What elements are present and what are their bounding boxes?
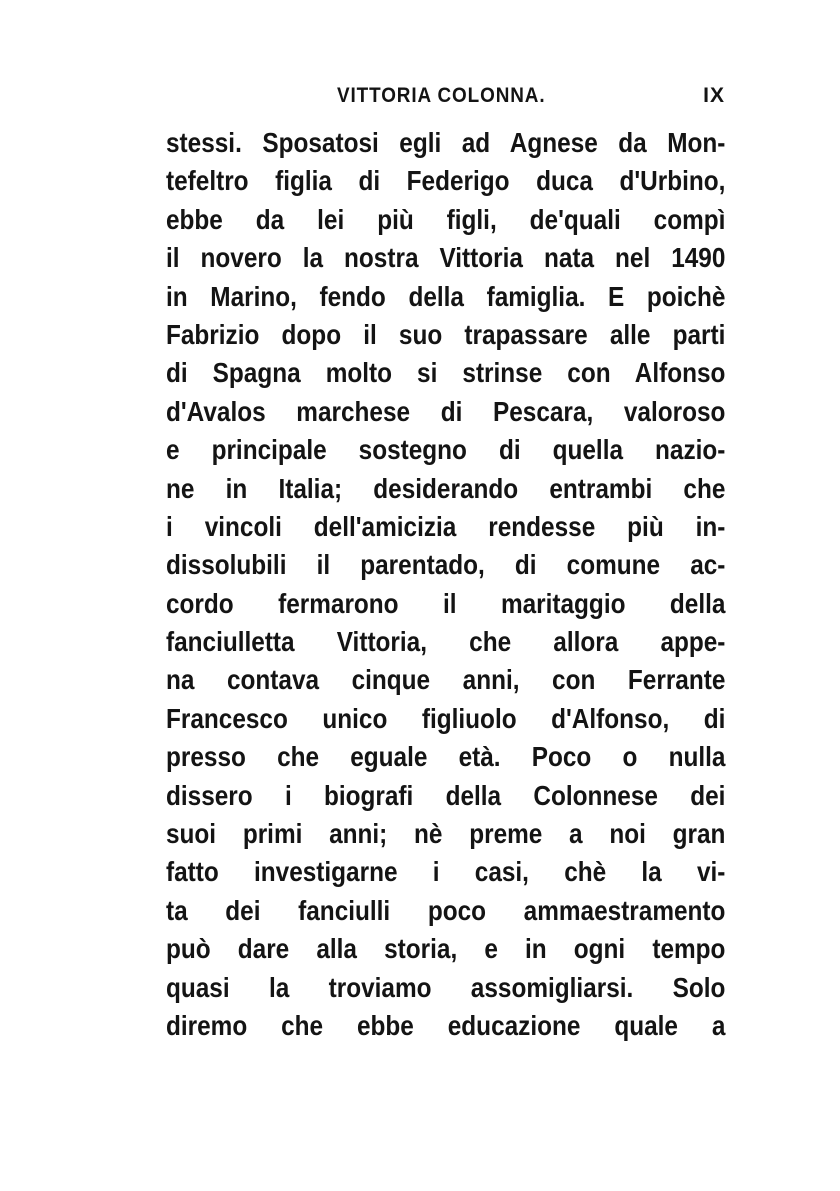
text-line: quasi la troviamo assomigliarsi. Solo [166, 971, 726, 1003]
text-line: d'Avalos marchese di Pescara, valoroso [166, 395, 726, 427]
text-line: Francesco unico figliuolo d'Alfonso, di [166, 702, 726, 734]
text-line: i vincoli dell'amicizia rendesse più in- [166, 510, 726, 542]
text-line: fatto investigarne i casi, chè la vi- [166, 856, 726, 888]
text-line: fanciulletta Vittoria, che allora appe- [166, 626, 726, 658]
text-line: ne in Italia; desiderando entrambi che [166, 472, 726, 504]
text-line: il novero la nostra Vittoria nata nel 1490 [166, 242, 726, 274]
body-text [166, 124, 726, 1045]
page-number: IX [703, 84, 725, 107]
text-line: ta dei fanciulli poco ammaestramento [166, 894, 726, 926]
text-line: ebbe da lei più figli, de'quali compì [166, 203, 726, 235]
text-line: na contava cinque anni, con Ferrante [166, 664, 726, 696]
running-head [165, 84, 725, 114]
text-line: tefeltro figlia di Federigo duca d'Urbino, [166, 165, 726, 197]
text-line: in Marino, fendo della famiglia. E poichè [166, 280, 726, 312]
text-line: presso che eguale età. Poco o nulla [166, 741, 726, 773]
running-title: VITTORIA COLONNA. [337, 84, 546, 107]
text-line: può dare alla storia, e in ogni tempo [166, 933, 726, 965]
text-line: stessi. Sposatosi egli ad Agnese da Mon- [166, 127, 726, 158]
text-line: e principale sostegno di quella nazio- [166, 434, 726, 466]
text-line: dissero i biografi della Colonnese dei [166, 779, 726, 811]
text-line: dissolubili il parentado, di comune ac- [166, 549, 726, 581]
text-line: cordo fermarono il maritaggio della [166, 587, 726, 619]
text-line: di Spagna molto si strinse con Alfonso [166, 357, 726, 389]
text-line: suoi primi anni; nè preme a noi gran [166, 818, 726, 850]
text-line: Fabrizio dopo il suo trapassare alle parti [166, 318, 726, 350]
text-line: diremo che ebbe educazione quale a [166, 1009, 726, 1041]
